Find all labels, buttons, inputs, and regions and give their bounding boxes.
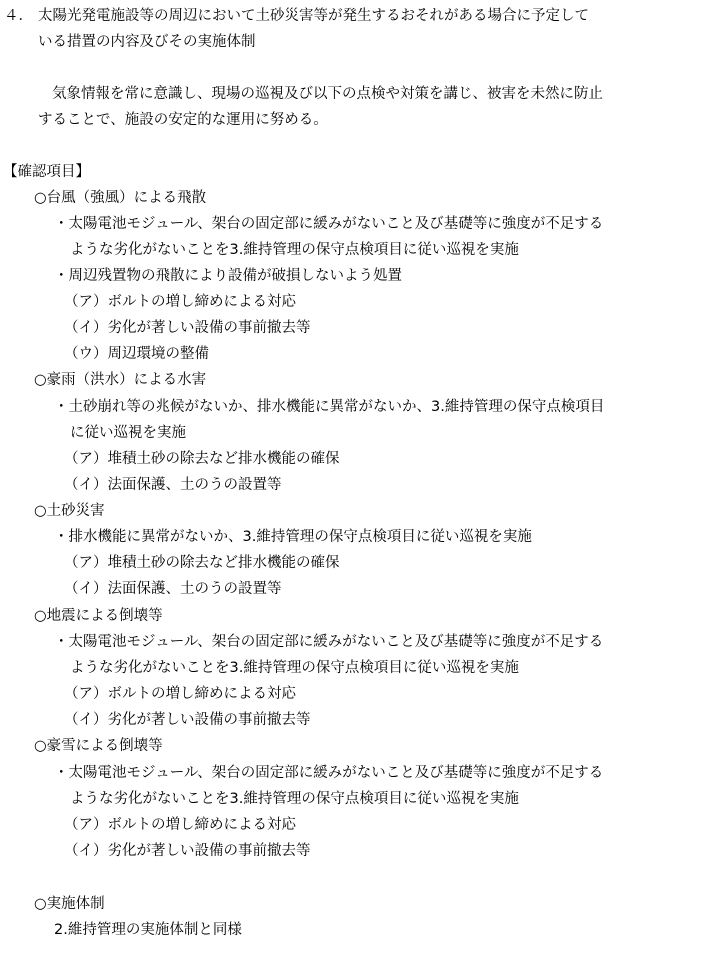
implementation-text: 2.維持管理の実施体制と同様 xyxy=(54,922,242,938)
intro-line-1: 気象情報を常に意識し、現場の巡視及び以下の点検や対策を講じ、被害を未然に防止 xyxy=(52,86,603,102)
measure-item: （イ）劣化が著しい設備の事前撤去等 xyxy=(64,320,311,336)
bullet-continuation: ような劣化がないことを3.維持管理の保守点検項目に従い巡視を実施 xyxy=(70,242,519,258)
measure-item: （イ）劣化が著しい設備の事前撤去等 xyxy=(64,712,311,728)
measure-item: （ア）ボルトの増し締めによる対応 xyxy=(64,294,296,310)
bullet-continuation: に従い巡視を実施 xyxy=(70,425,186,441)
group-title: ○台風（強風）による飛散 xyxy=(34,190,207,206)
checklist-heading: 【確認項目】 xyxy=(3,164,90,180)
section-title-line-1: 太陽光発電施設等の周辺において土砂災害等が発生するおそれがある場合に予定して xyxy=(38,8,589,24)
bullet-line: ・太陽電池モジュール、架台の固定部に緩みがないこと及び基礎等に強度が不足する xyxy=(54,216,604,232)
measure-item: （ア）堆積土砂の除去など排水機能の確保 xyxy=(64,555,340,571)
measure-item: （ウ）周辺環境の整備 xyxy=(64,346,209,362)
measure-item: （ア）堆積土砂の除去など排水機能の確保 xyxy=(64,451,340,467)
measure-item: （イ）法面保護、土のうの設置等 xyxy=(64,477,282,493)
bullet-continuation: ような劣化がないことを3.維持管理の保守点検項目に従い巡視を実施 xyxy=(70,660,519,676)
bullet-line: ・太陽電池モジュール、架台の固定部に緩みがないこと及び基礎等に強度が不足する xyxy=(54,634,604,650)
section-number: ４． xyxy=(4,8,33,24)
measure-item: （ア）ボルトの増し締めによる対応 xyxy=(64,686,296,702)
bullet-line: ・土砂崩れ等の兆候がないか、排水機能に異常がないか、3.維持管理の保守点検項目 xyxy=(54,399,605,415)
implementation-title: ○実施体制 xyxy=(34,896,105,912)
measure-item: （イ）劣化が著しい設備の事前撤去等 xyxy=(64,843,311,859)
group-title: ○豪雪による倒壊等 xyxy=(34,738,163,754)
group-title: ○地震による倒壊等 xyxy=(34,608,163,624)
section-title-line-2: いる措置の内容及びその実施体制 xyxy=(38,34,256,50)
bullet-line: ・太陽電池モジュール、架台の固定部に緩みがないこと及び基礎等に強度が不足する xyxy=(54,765,604,781)
group-title: ○土砂災害 xyxy=(34,503,105,519)
bullet-continuation: ような劣化がないことを3.維持管理の保守点検項目に従い巡視を実施 xyxy=(70,791,519,807)
measure-item: （ア）ボルトの増し締めによる対応 xyxy=(64,817,296,833)
bullet-line: ・排水機能に異常がないか、3.維持管理の保守点検項目に従い巡視を実施 xyxy=(54,529,532,545)
intro-line-2: することで、施設の安定的な運用に努める。 xyxy=(38,112,328,128)
group-title: ○豪雨（洪水）による水害 xyxy=(34,372,207,388)
bullet-line: ・周辺残置物の飛散により設備が破損しないよう処置 xyxy=(54,268,402,284)
measure-item: （イ）法面保護、土のうの設置等 xyxy=(64,581,282,597)
